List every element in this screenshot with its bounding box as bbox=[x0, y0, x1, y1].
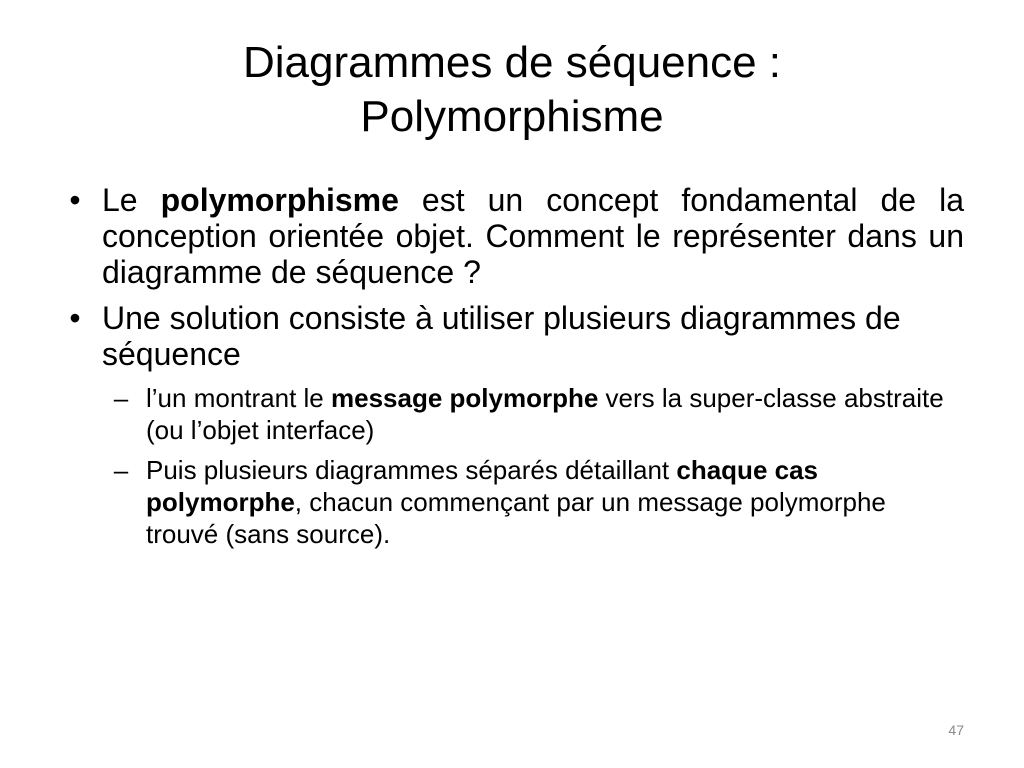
bullet-text: est un concept fondamental de la conception orientée objet. Comment le représenter dans un diagramme de séquence ? bbox=[102, 182, 965, 290]
slide-title-line-2: Polymorphisme bbox=[360, 92, 664, 141]
sub-bullet-marker: – bbox=[113, 383, 129, 413]
bullet-item bbox=[60, 300, 964, 372]
bullet-text: Une solution consiste à utiliser plusieurs diagrammes de séquence bbox=[102, 300, 901, 372]
sub-bullet-text: Puis plusieurs diagrammes séparés détaillant bbox=[146, 455, 677, 485]
sub-bullet-text: vers la super-classe abstraite (ou l’objet interface) bbox=[146, 383, 944, 445]
bullet-bold-text: polymorphisme bbox=[160, 182, 399, 218]
slide-title bbox=[100, 36, 924, 144]
sub-bullet-bold-text: message polymorphe bbox=[330, 383, 599, 413]
bullet-item bbox=[60, 182, 964, 290]
sub-bullet-text: l’un montrant le bbox=[146, 383, 331, 413]
sub-bullet-marker: – bbox=[113, 455, 129, 485]
sub-bullet-item bbox=[60, 382, 964, 446]
sub-bullet-item bbox=[60, 454, 964, 550]
bullet-marker: • bbox=[69, 300, 81, 336]
sub-bullet-list bbox=[60, 382, 964, 550]
slide-body bbox=[60, 182, 964, 558]
bullet-text: Le bbox=[102, 182, 161, 218]
sub-bullet-bold-text: chaque cas polymorphe bbox=[146, 455, 819, 517]
bullet-marker: • bbox=[69, 182, 81, 218]
slide-number: 47 bbox=[948, 722, 964, 738]
sub-bullet-text: , chacun commençant par un message polymorphe trouvé (sans source). bbox=[146, 487, 886, 549]
slide-title-line-1: Diagrammes de séquence : bbox=[242, 38, 782, 87]
